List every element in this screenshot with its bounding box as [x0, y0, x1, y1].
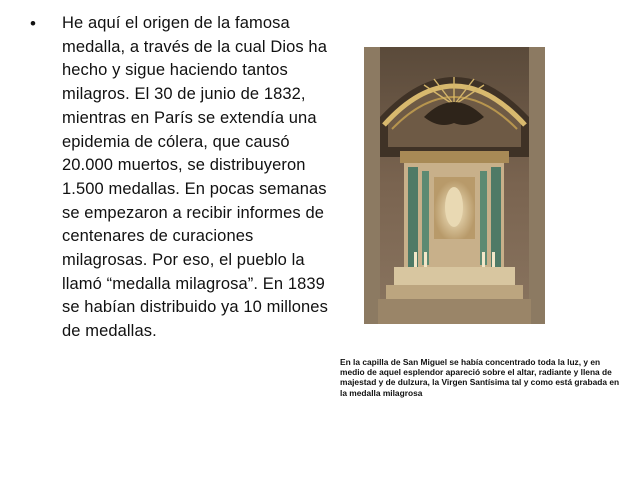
bullet-icon: • [30, 14, 36, 33]
bullet-item [30, 12, 330, 344]
body-text: He aquí el origen de la famosa medalla, a través de la cual Dios ha hecho y sigue haciendo tantos milagros. El 30 de junio de 1832, mientras en París se extendía una epidemia de cólera, que causó 20.000 muertos, se distribuyeron 1.500 medallas. En pocas semanas se empezaron a recibir informes de centenares de curaciones milagrosas. Por eso, el pueblo la llamó “medalla milagrosa”. En 1839 se habían distribuido ya 10 millones de medallas. [62, 14, 328, 341]
chapel-altar-photo [364, 47, 545, 324]
photo-caption: En la capilla de San Miguel se había concentrado toda la luz, y en medio de aquel esplendor apareció sobre el altar, radiante y llena de majestad y de dulzura, la Virgen Santísima tal y como está grabada en la medalla milagrosa [340, 357, 620, 398]
